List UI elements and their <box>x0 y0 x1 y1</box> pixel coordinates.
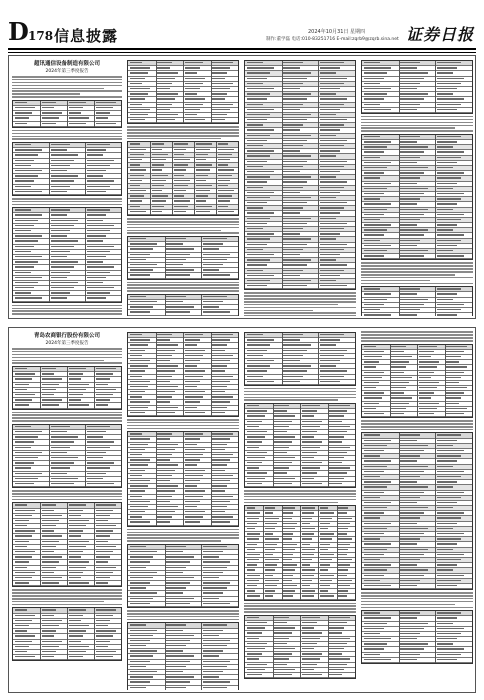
body-text <box>361 592 473 608</box>
body-text <box>244 292 356 316</box>
body-text <box>361 262 473 284</box>
column-4 <box>361 330 473 690</box>
body-text <box>12 490 122 500</box>
column-2 <box>127 330 239 690</box>
data-table <box>361 432 473 590</box>
body-text <box>127 282 239 292</box>
body-text <box>12 76 122 98</box>
body-text <box>361 331 473 341</box>
data-table <box>127 294 239 316</box>
data-table <box>361 286 473 316</box>
data-table <box>127 141 239 216</box>
body-text <box>12 348 122 364</box>
body-text <box>12 412 122 422</box>
data-table <box>127 622 239 690</box>
body-text <box>127 218 239 234</box>
body-text <box>127 529 239 542</box>
body-text <box>361 116 473 132</box>
data-table <box>244 505 356 600</box>
section-title: 信息披露 <box>54 27 119 45</box>
body-text <box>127 610 239 620</box>
column-4 <box>361 58 473 316</box>
data-table <box>244 60 356 290</box>
company-name: 超讯通信设备制造有限公司 <box>33 61 100 67</box>
masthead <box>8 17 476 46</box>
body-text <box>361 420 473 430</box>
data-table <box>127 60 239 124</box>
column-3 <box>244 58 356 316</box>
page-number: 178 <box>28 29 54 43</box>
data-table <box>244 615 356 679</box>
data-table <box>127 431 239 526</box>
data-table <box>12 207 122 302</box>
report-title: 2024年第三季度报告 <box>45 68 89 74</box>
body-text <box>12 589 122 605</box>
column-1 <box>12 58 122 316</box>
column-2 <box>127 58 239 316</box>
data-table <box>12 502 122 587</box>
data-table <box>361 60 473 114</box>
issue-date: 2024年10月31日 星期四 <box>308 29 366 35</box>
report-title: 2024年第三季度报告 <box>45 340 89 346</box>
data-table <box>361 610 473 664</box>
body-text <box>127 419 239 429</box>
column-3 <box>244 330 356 690</box>
announcement-block-upper <box>8 55 476 319</box>
body-text <box>244 490 356 503</box>
column-1 <box>12 330 122 690</box>
masthead-rule-thin <box>8 52 476 53</box>
body-text <box>12 198 122 205</box>
data-table <box>12 424 122 488</box>
masthead-rule <box>8 48 476 50</box>
data-table <box>127 236 239 280</box>
body-text <box>127 126 239 139</box>
data-table <box>244 332 356 386</box>
body-text <box>244 603 356 613</box>
newspaper-logo: 证券日报 <box>405 25 474 44</box>
data-table <box>12 142 122 196</box>
page-letter: D <box>8 17 29 46</box>
editor-contact: 制作:董学磊 电话:010-83251716 E-mail:zqrb9@zqrb.sina.net <box>266 37 399 42</box>
body-text <box>12 130 122 140</box>
body-text <box>12 305 122 316</box>
data-table <box>361 344 473 419</box>
data-table <box>12 607 122 661</box>
announcement-block-lower <box>8 327 476 693</box>
data-table <box>361 134 473 261</box>
data-table <box>127 332 239 417</box>
data-table <box>12 100 122 128</box>
data-table <box>12 366 122 410</box>
data-table <box>244 403 356 488</box>
company-name: 青岛农商银行股份有限公司 <box>33 333 100 339</box>
data-table <box>127 544 239 608</box>
body-text <box>244 388 356 401</box>
